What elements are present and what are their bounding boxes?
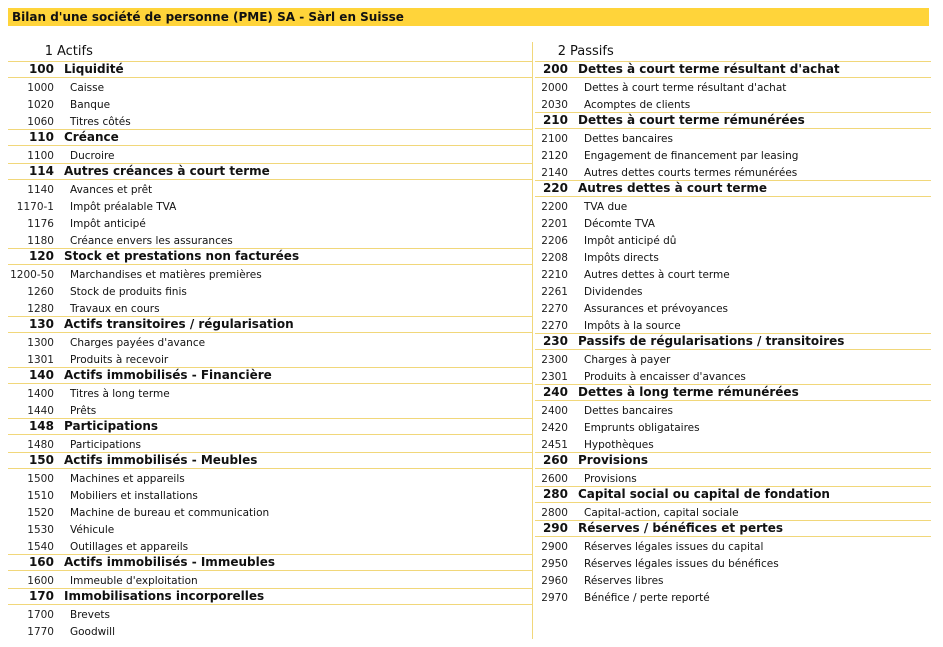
account-code: 2270 — [541, 303, 568, 315]
account-code: 2800 — [541, 507, 568, 519]
account-code: 1100 — [27, 150, 54, 162]
account-label: Dettes à court terme résultant d'achat — [584, 82, 787, 94]
account-group-row — [535, 452, 931, 469]
account-label: Engagement de financement par leasing — [584, 150, 799, 162]
account-label: Emprunts obligataires — [584, 422, 700, 434]
account-group-row — [8, 61, 532, 78]
account-row — [8, 384, 532, 401]
account-row — [535, 418, 931, 435]
group-label: Liquidité — [64, 62, 124, 76]
account-row — [8, 146, 532, 163]
passifs-label: Passifs — [570, 44, 614, 59]
account-code: 2261 — [541, 286, 568, 298]
group-label: Réserves / bénéfices et pertes — [578, 521, 784, 535]
group-label: Stock et prestations non facturées — [64, 249, 300, 263]
account-label: Participations — [70, 439, 142, 451]
account-row — [535, 503, 931, 520]
account-label: Produits à recevoir — [70, 354, 169, 366]
account-group-row — [8, 367, 532, 384]
account-group-row — [535, 520, 931, 537]
account-row — [8, 486, 532, 503]
account-row — [535, 95, 931, 112]
account-label: Autres dettes courts termes rémunérées — [584, 167, 798, 179]
account-label: Réserves légales issues du bénéfices — [584, 558, 779, 570]
account-code: 1510 — [27, 490, 54, 502]
account-code: 1180 — [27, 235, 54, 247]
account-label: Ducroire — [70, 150, 115, 162]
account-label: Outillages et appareils — [70, 541, 189, 553]
account-row — [8, 180, 532, 197]
group-code: 170 — [28, 589, 54, 603]
account-code: 2400 — [541, 405, 568, 417]
account-label: Décomte TVA — [584, 218, 655, 230]
account-code: 2960 — [541, 575, 568, 587]
account-row — [535, 282, 931, 299]
account-group-row — [8, 452, 532, 469]
account-row — [8, 605, 532, 622]
group-code: 230 — [542, 334, 568, 348]
account-label: Immeuble d'exploitation — [70, 575, 198, 587]
account-row — [8, 622, 532, 639]
account-label: Dettes bancaires — [584, 133, 673, 145]
account-row — [8, 520, 532, 537]
account-label: Charges à payer — [584, 354, 671, 366]
account-row — [535, 129, 931, 146]
group-label: Actifs transitoires / régularisation — [64, 317, 294, 331]
account-row — [535, 265, 931, 282]
account-label: Bénéfice / perte reporté — [584, 592, 710, 604]
group-label: Capital social ou capital de fondation — [578, 487, 830, 501]
account-code: 1300 — [27, 337, 54, 349]
account-label: Machines et appareils — [70, 473, 185, 485]
account-label: Impôt préalable TVA — [70, 201, 177, 213]
group-label: Passifs de régularisations / transitoires — [578, 334, 845, 348]
account-group-row — [535, 384, 931, 401]
account-row — [8, 282, 532, 299]
account-row — [535, 571, 931, 588]
account-label: Charges payées d'avance — [70, 337, 206, 349]
account-label: Impôt anticipé dû — [584, 235, 677, 247]
actifs-label: Actifs — [57, 44, 93, 59]
account-label: Produits à encaisser d'avances — [584, 371, 746, 383]
account-code: 2301 — [541, 371, 568, 383]
group-code: 140 — [28, 368, 54, 382]
actifs-column — [8, 42, 533, 639]
account-group-row — [535, 61, 931, 78]
group-label: Provisions — [578, 453, 649, 467]
account-label: Acomptes de clients — [584, 99, 691, 111]
account-label: Prêts — [70, 405, 97, 417]
account-code: 1176 — [27, 218, 54, 230]
account-label: Banque — [70, 99, 111, 111]
passifs-header — [535, 42, 931, 61]
account-code: 1060 — [27, 116, 54, 128]
account-code: 2120 — [541, 150, 568, 162]
account-code: 2201 — [541, 218, 568, 230]
account-code: 1140 — [27, 184, 54, 196]
account-code: 2030 — [541, 99, 568, 111]
account-label: Réserves légales issues du capital — [584, 541, 764, 553]
group-code: 114 — [28, 164, 54, 178]
account-label: Véhicule — [70, 524, 115, 536]
account-row — [535, 588, 931, 605]
group-label: Dettes à court terme résultant d'achat — [578, 62, 840, 76]
account-row — [535, 231, 931, 248]
actifs-header — [8, 42, 532, 61]
account-row — [535, 197, 931, 214]
account-code: 1600 — [27, 575, 54, 587]
account-code: 1301 — [27, 354, 54, 366]
account-code: 2000 — [541, 82, 568, 94]
account-row — [8, 299, 532, 316]
group-label: Immobilisations incorporelles — [64, 589, 265, 603]
account-label: Impôt anticipé — [70, 218, 146, 230]
group-code: 240 — [542, 385, 568, 399]
account-code: 2140 — [541, 167, 568, 179]
account-label: Caisse — [70, 82, 105, 94]
group-label: Actifs immobilisés - Immeubles — [64, 555, 275, 569]
group-code: 220 — [542, 181, 568, 195]
account-row — [8, 265, 532, 282]
account-label: Brevets — [70, 609, 111, 621]
group-code: 160 — [28, 555, 54, 569]
account-label: Hypothèques — [584, 439, 654, 451]
account-row — [535, 469, 931, 486]
account-row — [8, 537, 532, 554]
account-row — [8, 231, 532, 248]
account-code: 2210 — [541, 269, 568, 281]
group-code: 150 — [28, 453, 54, 467]
account-code: 1400 — [27, 388, 54, 400]
actifs-list — [8, 61, 532, 639]
account-row — [8, 469, 532, 486]
account-row — [535, 350, 931, 367]
account-code: 2451 — [541, 439, 568, 451]
account-code: 1020 — [27, 99, 54, 111]
account-code: 2200 — [541, 201, 568, 213]
account-label: Créance envers les assurances — [70, 235, 233, 247]
account-row — [535, 435, 931, 452]
account-label: Mobiliers et installations — [70, 490, 198, 502]
account-row — [535, 537, 931, 554]
passifs-list — [535, 61, 931, 605]
group-code: 110 — [28, 130, 54, 144]
account-code: 2100 — [541, 133, 568, 145]
group-code: 120 — [28, 249, 54, 263]
account-row — [535, 163, 931, 180]
account-code: 2206 — [541, 235, 568, 247]
account-row — [535, 146, 931, 163]
account-group-row — [535, 486, 931, 503]
account-label: Capital-action, capital sociale — [584, 507, 739, 519]
account-label: Assurances et prévoyances — [584, 303, 728, 315]
account-label: Réserves libres — [584, 575, 664, 587]
account-group-row — [8, 418, 532, 435]
account-code: 1280 — [27, 303, 54, 315]
account-code: 1530 — [27, 524, 54, 536]
account-group-row — [8, 163, 532, 180]
group-code: 100 — [28, 62, 54, 76]
group-code: 260 — [542, 453, 568, 467]
account-row — [8, 435, 532, 452]
account-row — [535, 248, 931, 265]
account-group-row — [8, 588, 532, 605]
account-label: Marchandises et matières premières — [70, 269, 262, 281]
account-code: 1500 — [27, 473, 54, 485]
group-code: 280 — [542, 487, 568, 501]
account-label: Titres côtés — [70, 116, 131, 128]
group-label: Actifs immobilisés - Financière — [64, 368, 272, 382]
group-label: Dettes à court terme rémunérées — [578, 113, 805, 127]
account-row — [535, 401, 931, 418]
account-group-row — [8, 316, 532, 333]
account-label: Stock de produits finis — [70, 286, 187, 298]
account-label: Goodwill — [70, 626, 115, 638]
account-code: 1700 — [27, 609, 54, 621]
group-label: Créance — [64, 130, 119, 144]
account-code: 2970 — [541, 592, 568, 604]
account-row — [8, 197, 532, 214]
account-code: 1170-1 — [16, 201, 54, 213]
account-label: Titres à long terme — [70, 388, 170, 400]
group-code: 130 — [28, 317, 54, 331]
account-code: 1440 — [27, 405, 54, 417]
account-code: 1260 — [27, 286, 54, 298]
page-title: Bilan d'une société de personne (PME) SA - Sàrl en Suisse — [8, 8, 929, 26]
account-row — [8, 571, 532, 588]
account-group-row — [535, 180, 931, 197]
group-code: 210 — [542, 113, 568, 127]
account-row — [535, 367, 931, 384]
account-code: 1000 — [27, 82, 54, 94]
account-code: 1770 — [27, 626, 54, 638]
account-group-row — [8, 248, 532, 265]
passifs-column — [535, 42, 931, 605]
account-group-row — [535, 112, 931, 129]
account-code: 2420 — [541, 422, 568, 434]
account-code: 1480 — [27, 439, 54, 451]
group-label: Dettes à long terme rémunérées — [578, 385, 799, 399]
account-group-row — [8, 129, 532, 146]
account-group-row — [535, 333, 931, 350]
account-code: 2270 — [541, 320, 568, 332]
account-row — [8, 78, 532, 95]
account-code: 2600 — [541, 473, 568, 485]
account-label: Autres dettes à court terme — [584, 269, 730, 281]
passifs-number: 2 — [557, 44, 566, 59]
account-code: 2300 — [541, 354, 568, 366]
group-code: 290 — [542, 521, 568, 535]
account-row — [535, 554, 931, 571]
account-label: Impôts à la source — [584, 320, 681, 332]
account-row — [8, 112, 532, 129]
account-code: 1520 — [27, 507, 54, 519]
account-row — [535, 316, 931, 333]
group-label: Participations — [64, 419, 159, 433]
account-code: 2208 — [541, 252, 568, 264]
account-row — [8, 350, 532, 367]
account-row — [8, 401, 532, 418]
account-row — [535, 78, 931, 95]
account-row — [8, 333, 532, 350]
account-code: 1200-50 — [10, 269, 54, 281]
group-label: Autres dettes à court terme — [578, 181, 768, 195]
account-row — [8, 503, 532, 520]
account-code: 2900 — [541, 541, 568, 553]
account-row — [8, 95, 532, 112]
account-label: Dettes bancaires — [584, 405, 673, 417]
account-code: 2950 — [541, 558, 568, 570]
account-label: Travaux en cours — [70, 303, 160, 315]
account-label: Avances et prêt — [70, 184, 153, 196]
account-label: Dividendes — [584, 286, 643, 298]
group-code: 148 — [28, 419, 54, 433]
account-label: TVA due — [584, 201, 628, 213]
account-row — [535, 214, 931, 231]
account-label: Impôts directs — [584, 252, 659, 264]
group-label: Actifs immobilisés - Meubles — [64, 453, 258, 467]
account-code: 1540 — [27, 541, 54, 553]
account-row — [8, 214, 532, 231]
account-group-row — [8, 554, 532, 571]
account-row — [535, 299, 931, 316]
actifs-number: 1 — [44, 44, 53, 59]
account-label: Provisions — [584, 473, 637, 485]
account-label: Machine de bureau et communication — [70, 507, 270, 519]
group-code: 200 — [542, 62, 568, 76]
group-label: Autres créances à court terme — [64, 164, 270, 178]
